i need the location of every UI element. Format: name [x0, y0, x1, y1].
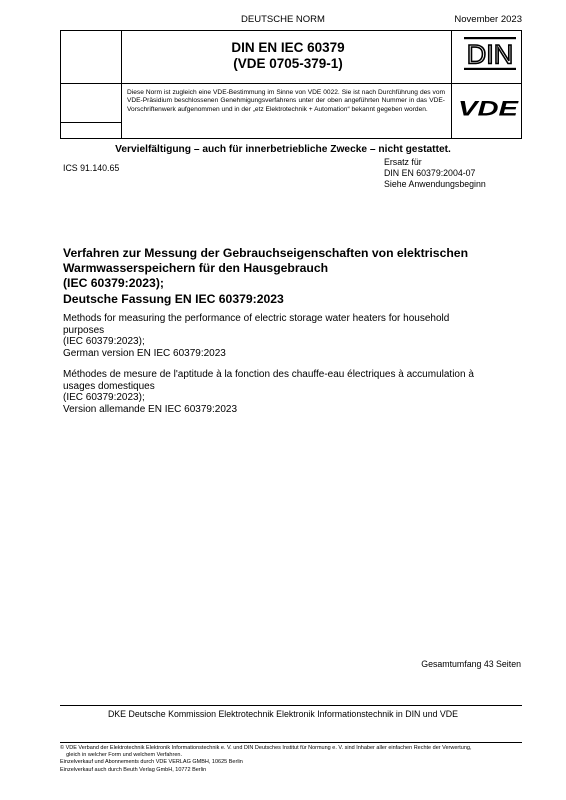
title-french — [63, 369, 503, 415]
title-english-line: German version EN IEC 60379:2023 — [63, 347, 226, 359]
footer-rule — [60, 742, 522, 743]
copyright-footer — [60, 745, 530, 774]
header-box — [60, 30, 522, 139]
total-pages: Gesamtumfang 43 Seiten — [421, 659, 521, 669]
frame-divider-middle — [61, 83, 521, 84]
committee: DKE Deutsche Kommission Elektrotechnik Elektronik Informationstechnik in DIN und VDE — [107, 709, 459, 719]
title-german-line: Warmwasserspeichern für den Hausgebrauch — [63, 261, 329, 276]
title-english-line: purposes — [63, 324, 105, 336]
title-english-line: Methods for measuring the performance of electric storage water heaters for household — [63, 313, 450, 324]
title-german-line: (IEC 60379:2023); — [63, 276, 164, 291]
replacement-label: Ersatz für — [384, 157, 422, 167]
svg-text:DIN: DIN — [466, 39, 514, 70]
title-english — [63, 313, 503, 359]
title-german-line: Deutsche Fassung EN IEC 60379:2023 — [63, 291, 284, 306]
norm-category: DEUTSCHE NORM — [241, 14, 325, 25]
frame-divider-lower-left — [61, 122, 121, 123]
vde-note: Diese Norm ist zugleich eine VDE-Bestimmung im Sinne von VDE 0022. Sie ist nach Durchführung des vom VDE-Präsidium beschlossenen Genehmigungsverfahrens unter der oben angeführten Nummer in das VDE-Vorschriftenwerk aufgenommen und in der „etz Elektrotechnik + Automation“ bekannt gegeben worden. — [127, 89, 445, 113]
title-german-line: Verfahren zur Messung der Gebrauchseigenschaften von elektrischen — [63, 246, 469, 260]
norm-designation: DIN EN IEC 60379 — [231, 40, 345, 55]
replaced-standard: DIN EN 60379:2004-07 — [384, 168, 476, 178]
frame-divider-right — [451, 31, 452, 138]
footer-line: Einzelverkauf auch durch Beuth Verlag GmbH, 10772 Berlin — [60, 766, 207, 773]
vde-logo — [457, 97, 519, 119]
footer-line: © VDE Verband der Elektrotechnik Elektronik Informationstechnik e. V. und DIN Deutsches Institut für Normung e. V. sind Inhaber aller einfachen Rechte der Verwertung, — [60, 745, 472, 751]
footer-line: gleich in welcher Form und welchem Verfahren. — [60, 752, 182, 759]
title-german — [63, 246, 503, 307]
publication-date: November 2023 — [454, 14, 522, 25]
title-english-line: (IEC 60379:2023); — [63, 336, 145, 347]
vde-designation: (VDE 0705-379-1) — [233, 56, 343, 71]
application-note: Siehe Anwendungsbeginn — [384, 179, 486, 189]
din-logo — [463, 36, 517, 71]
committee-top-rule — [60, 705, 522, 706]
footer-line: Einzelverkauf und Abonnements durch VDE VERLAG GMBH, 10625 Berlin — [60, 759, 243, 766]
title-french-line: (IEC 60379:2023); — [63, 392, 145, 403]
title-french-line: Méthodes de mesure de l'aptitude à la fonction des chauffe-eau électriques à accumulation à — [63, 369, 474, 380]
title-french-line: usages domestiques — [63, 380, 155, 392]
reproduction-notice: Vervielfältigung – auch für innerbetriebliche Zwecke – nicht gestattet. — [115, 144, 451, 155]
svg-text:VDE: VDE — [458, 97, 519, 119]
replacement-info — [384, 157, 486, 190]
ics-code: ICS 91.140.65 — [63, 163, 120, 173]
frame-divider-left — [121, 31, 122, 138]
title-french-line: Version allemande EN IEC 60379:2023 — [63, 403, 238, 415]
